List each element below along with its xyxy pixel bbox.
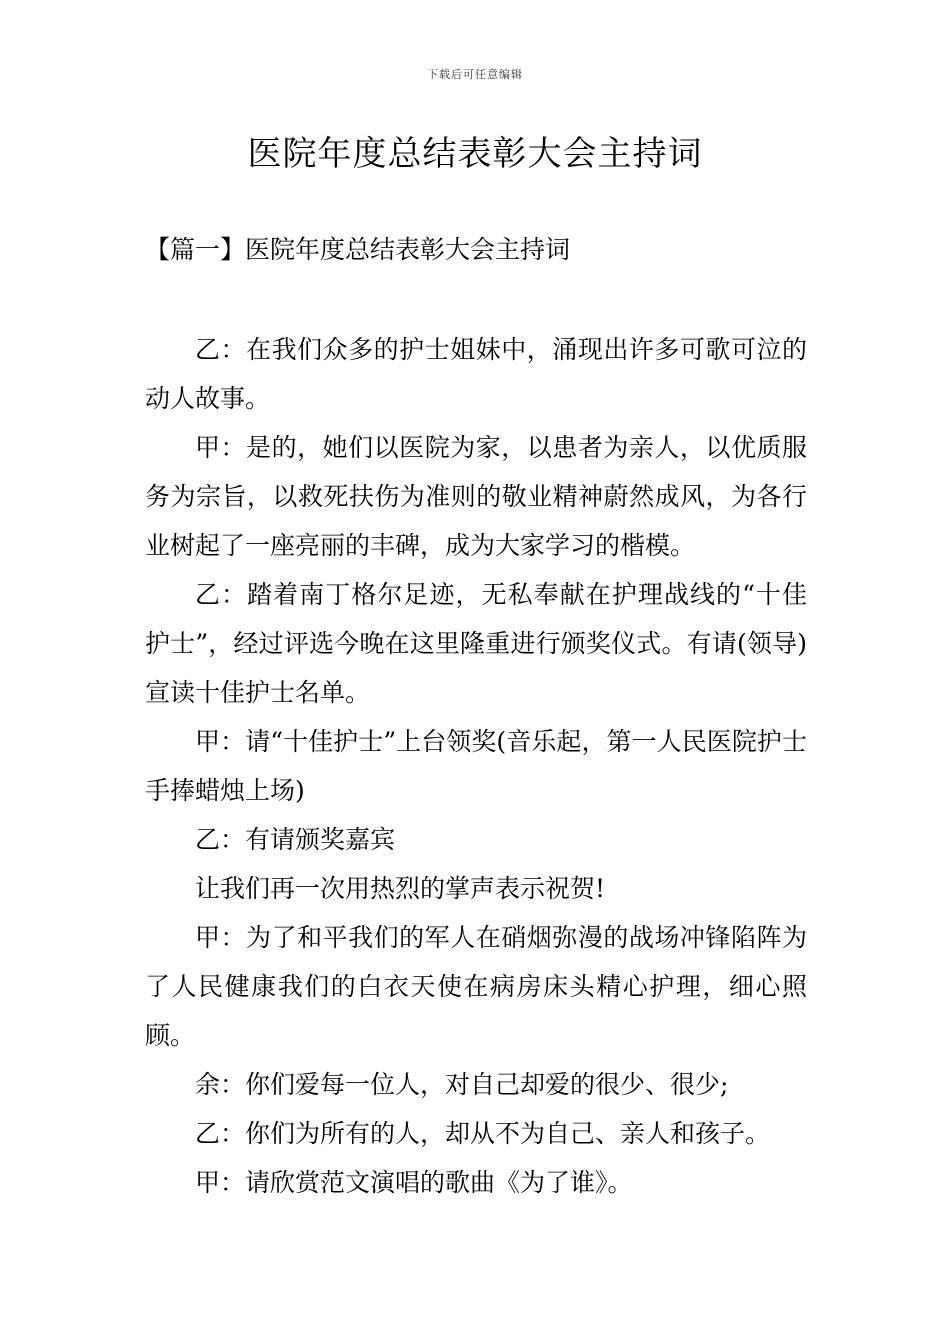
- paragraph: 甲：为了和平我们的军人在硝烟弥漫的战场冲锋陷阵为了人民健康我们的白衣天使在病房床头精心护理，细心照顾。: [145, 923, 807, 1050]
- document-body: [145, 325, 807, 1207]
- section-heading: 【篇一】医院年度总结表彰大会主持词: [145, 235, 571, 264]
- paragraph: 让我们再一次用热烈的掌声表示祝贺!: [195, 874, 606, 903]
- document-title: 医院年度总结表彰大会主持词: [247, 134, 703, 174]
- paragraph: 乙：踏着南丁格尔足迹，无私奉献在护理战线的“十佳护士”，经过评选今晚在这里隆重进行颁奖仪式。有请(领导)宣读十佳护士名单。: [145, 580, 807, 707]
- paragraph: 乙：在我们众多的护士姐妹中，涌现出许多可歌可泣的动人故事。: [145, 335, 807, 413]
- paragraph: 乙：你们为所有的人，却从不为自己、亲人和孩子。: [195, 1119, 771, 1148]
- paragraph: 甲：请欣赏范文演唱的歌曲《为了谁》。: [195, 1168, 633, 1197]
- paragraph: 甲：请“十佳护士”上台领奖(音乐起，第一人民医院护士手捧蜡烛上场): [145, 727, 807, 805]
- paragraph: 乙：有请颁奖嘉宾: [195, 825, 396, 854]
- paragraph: 余：你们爱每一位人，对自己却爱的很少、很少;: [195, 1070, 729, 1099]
- paragraph: 甲：是的，她们以医院为家，以患者为亲人，以优质服务为宗旨，以救死扶伤为准则的敬业精神蔚然成风，为各行业树起了一座亮丽的丰碑，成为大家学习的楷模。: [145, 433, 807, 560]
- header-note: 下载后可任意编辑: [427, 68, 523, 81]
